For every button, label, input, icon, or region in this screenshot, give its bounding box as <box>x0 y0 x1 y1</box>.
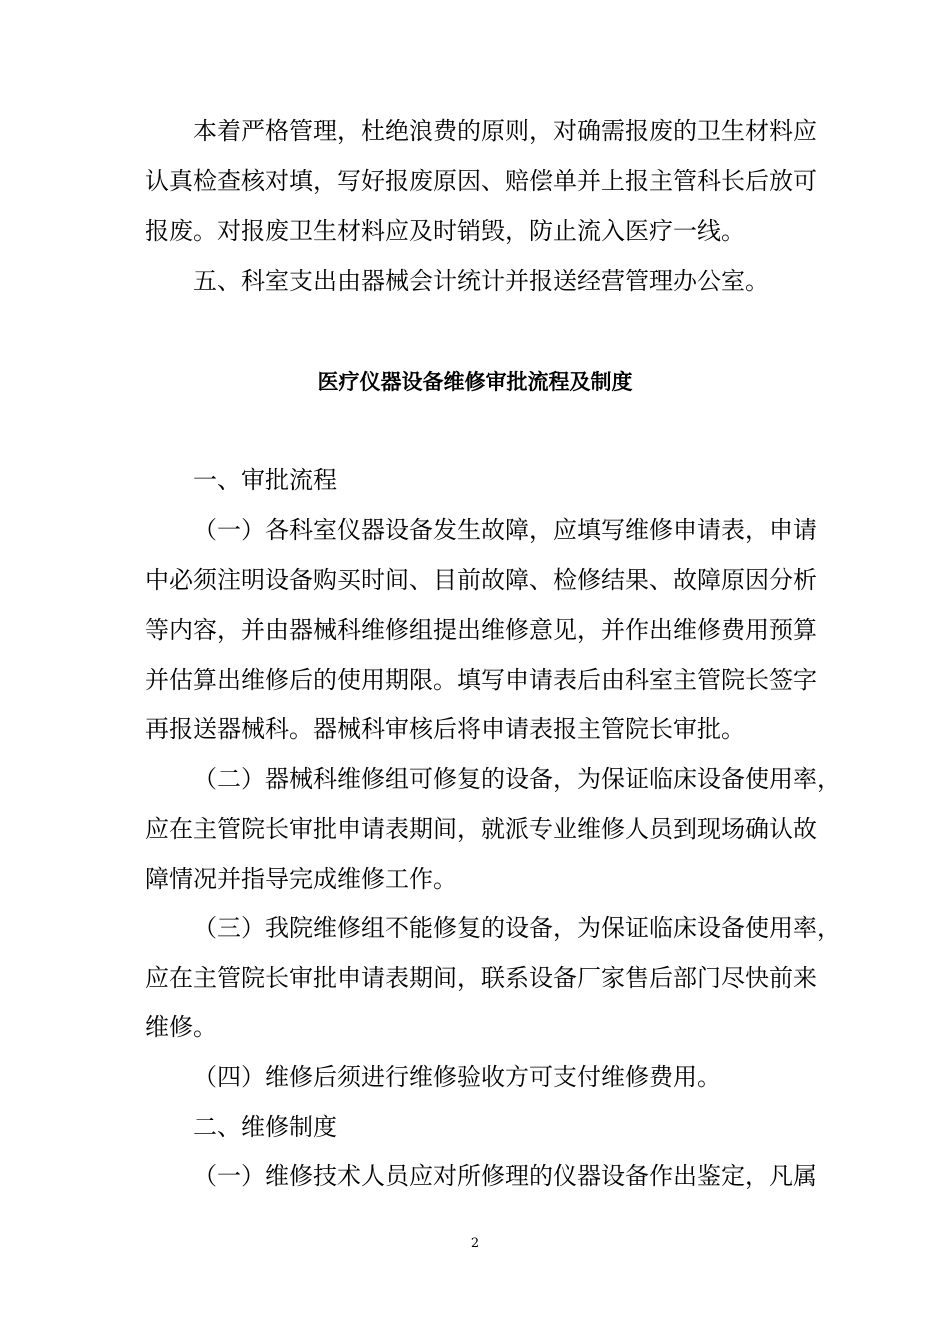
text-line: （四）维修后须进行维修验收方可支付维修费用。 <box>193 1063 721 1091</box>
text-line: 再报送器械科。器械科审核后将申请表报主管院长审批。 <box>145 715 745 743</box>
text-line: 并估算出维修后的使用期限。填写申请表后由科室主管院长签字 <box>145 666 817 694</box>
text-line: 障情况并指导完成维修工作。 <box>145 865 457 893</box>
text-line: 本着严格管理，杜绝浪费的原则，对确需报废的卫生材料应 <box>193 117 817 145</box>
text-line: （一）各科室仪器设备发生故障，应填写维修申请表，申请 <box>193 516 817 544</box>
text-line: （三）我院维修组不能修复的设备，为保证临床设备使用率， <box>193 914 841 942</box>
text-line: 报废。对报废卫生材料应及时销毁，防止流入医疗一线。 <box>145 217 745 245</box>
text-line: 认真检查核对填，写好报废原因、赔偿单并上报主管科长后放可 <box>145 167 817 195</box>
text-line: 等内容，并由器械科维修组提出维修意见，并作出维修费用预算 <box>145 616 817 644</box>
text-line: 应在主管院长审批申请表期间，联系设备厂家售后部门尽快前来 <box>145 964 817 992</box>
text-line: 五、科室支出由器械会计统计并报送经营管理办公室。 <box>193 267 769 295</box>
heading-repair-policy: 二、维修制度 <box>193 1113 337 1141</box>
text-line: （一）维修技术人员应对所修理的仪器设备作出鉴定，凡属 <box>193 1162 817 1190</box>
page-number: 2 <box>470 1236 480 1251</box>
text-line: 应在主管院长审批申请表期间，就派专业维修人员到现场确认故 <box>145 815 817 843</box>
text-line: 维修。 <box>145 1013 217 1041</box>
section-title: 医疗仪器设备维修审批流程及制度 <box>317 370 633 394</box>
text-line: （二）器械科维修组可修复的设备，为保证临床设备使用率， <box>193 765 841 793</box>
heading-approval-process: 一、审批流程 <box>193 466 337 494</box>
text-line: 中必须注明设备购买时间、目前故障、检修结果、故障原因分析 <box>145 566 817 594</box>
